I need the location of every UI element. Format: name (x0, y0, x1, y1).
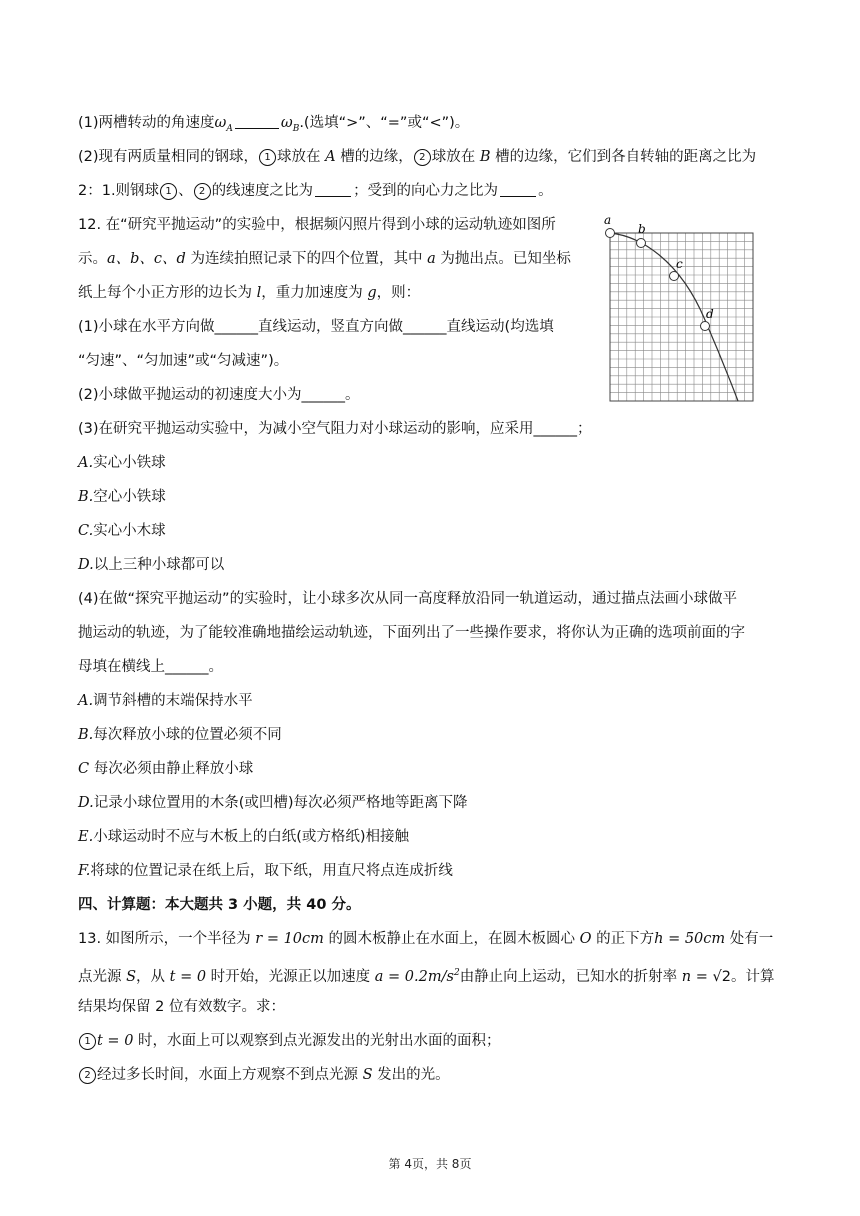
q12-sub4-option-c: C 每次必须由静止释放小球 (78, 761, 254, 777)
circled-number-1: 1 (160, 183, 177, 200)
q12-option-c: C.实心小木球 (78, 523, 166, 539)
q12-sub1-cont: “匀速”、“匀加速”或“匀减速”)。 (78, 353, 289, 369)
q12-sub4-option-e: E.小球运动时不应与木板上的白纸(或方格纸)相接触 (78, 829, 410, 845)
circled-number-2: 2 (79, 1067, 96, 1084)
q13-part1: 1 t = 0 时，水面上可以观察到点光源发出的光射出水面的面积； (78, 1031, 501, 1051)
point-d (701, 322, 710, 331)
q12-stem-line1: 12. 在“研究平抛运动”的实验中，根据频闪照片得到小球的运动轨迹如图所 (78, 217, 556, 233)
trajectory-figure (600, 210, 760, 402)
section-heading: 四、计算题：本大题共 3 小题，共 40 分。 (78, 897, 361, 913)
answer-blank (500, 182, 536, 197)
q12-sub4-option-b: B.每次释放小球的位置必须不同 (78, 727, 282, 743)
q12-stem-line2: 示。a、b、c、d 为连续拍照记录下的四个位置，其中 a 为抛出点。已知坐标 (78, 251, 571, 267)
q13-part2: 2 经过多长时间，水面上方观察不到点光源 S 发出的光。 (78, 1065, 450, 1085)
q12-sub3: (3)在研究平抛运动实验中，为减小空气阻力对小球运动的影响，应采用______； (78, 421, 592, 437)
circled-number-2: 2 (194, 183, 211, 200)
q12-sub4-line2: 抛运动的轨迹，为了能较准确地描绘运动轨迹，下面列出了一些操作要求，将你认为正确的选项前面的字 (78, 625, 745, 641)
label-d: d (706, 307, 714, 321)
q12-sub1: (1)小球在水平方向做______直线运动，竖直方向做______直线运动(均选填 (78, 319, 554, 335)
q12-sub2: (2)小球做平抛运动的初速度大小为______。 (78, 387, 360, 403)
q12-sub4-option-a: A.调节斜槽的末端保持水平 (78, 693, 253, 709)
answer-blank (315, 182, 351, 197)
circled-number-1: 1 (79, 1033, 96, 1050)
q11-part2-cont: 2：1.则钢球 1 、 2 的线速度之比为 ；受到的向心力之比为 。 (78, 183, 553, 199)
q13-stem-line3: 结果均保留 2 位有效数字。求： (78, 999, 285, 1015)
q11-part2: (2)现有两质量相同的钢球， 1 球放在 A 槽的边缘， 2 球放在 B 槽的边缘，它们到各自转轴的距离之比为 (78, 149, 757, 165)
circled-number-1: 1 (259, 149, 276, 166)
page-footer: 第 4页，共 8页 (388, 1157, 472, 1171)
q12-option-a: A.实心小铁球 (78, 455, 166, 471)
label-a: a (604, 213, 612, 227)
sqrt-two: √2 (712, 968, 731, 985)
q12-sub4-line1: (4)在做“探究平抛运动”的实验时，让小球多次从同一高度释放沿同一轨道运动，通过描点法画小球做平 (78, 591, 738, 607)
q11-part1: (1)两槽转动的角速度$\omega_A$ $\omega_B$.(选填“>”、“=”或“<”)。 (78, 115, 470, 134)
q13-stem-line2: 点光源 S，从 t = 0 时开始，光源正以加速度 $a = 0.2m/s^2$由静止向上运动，已知水的折射率 n = √2。计算 (78, 968, 775, 985)
label-c: c (676, 257, 683, 271)
q12-option-d: D.以上三种小球都可以 (78, 557, 225, 573)
label-b: b (638, 222, 646, 236)
q12-sub4-option-f: F.将球的位置记录在纸上后，取下纸，用直尺将点连成折线 (78, 863, 453, 879)
point-b (637, 239, 646, 248)
q13-stem-line1: 13. 如图所示，一个半径为 r = 10cm 的圆木板静止在水面上，在圆木板圆心 O 的正下方h = 50cm 处有一 (78, 931, 774, 947)
q12-sub4-line3: 母填在横线上______。 (78, 659, 223, 675)
point-a (606, 229, 615, 238)
q12-sub4-option-d: D.记录小球位置用的木条(或凹槽)每次必须严格地等距离下降 (78, 795, 468, 811)
q12-stem-line3: 纸上每个小正方形的边长为 l，重力加速度为 g，则： (78, 285, 421, 301)
point-c (670, 272, 679, 281)
circled-number-2: 2 (414, 149, 431, 166)
q12-option-b: B.空心小铁球 (78, 489, 166, 505)
answer-blank (235, 114, 279, 129)
